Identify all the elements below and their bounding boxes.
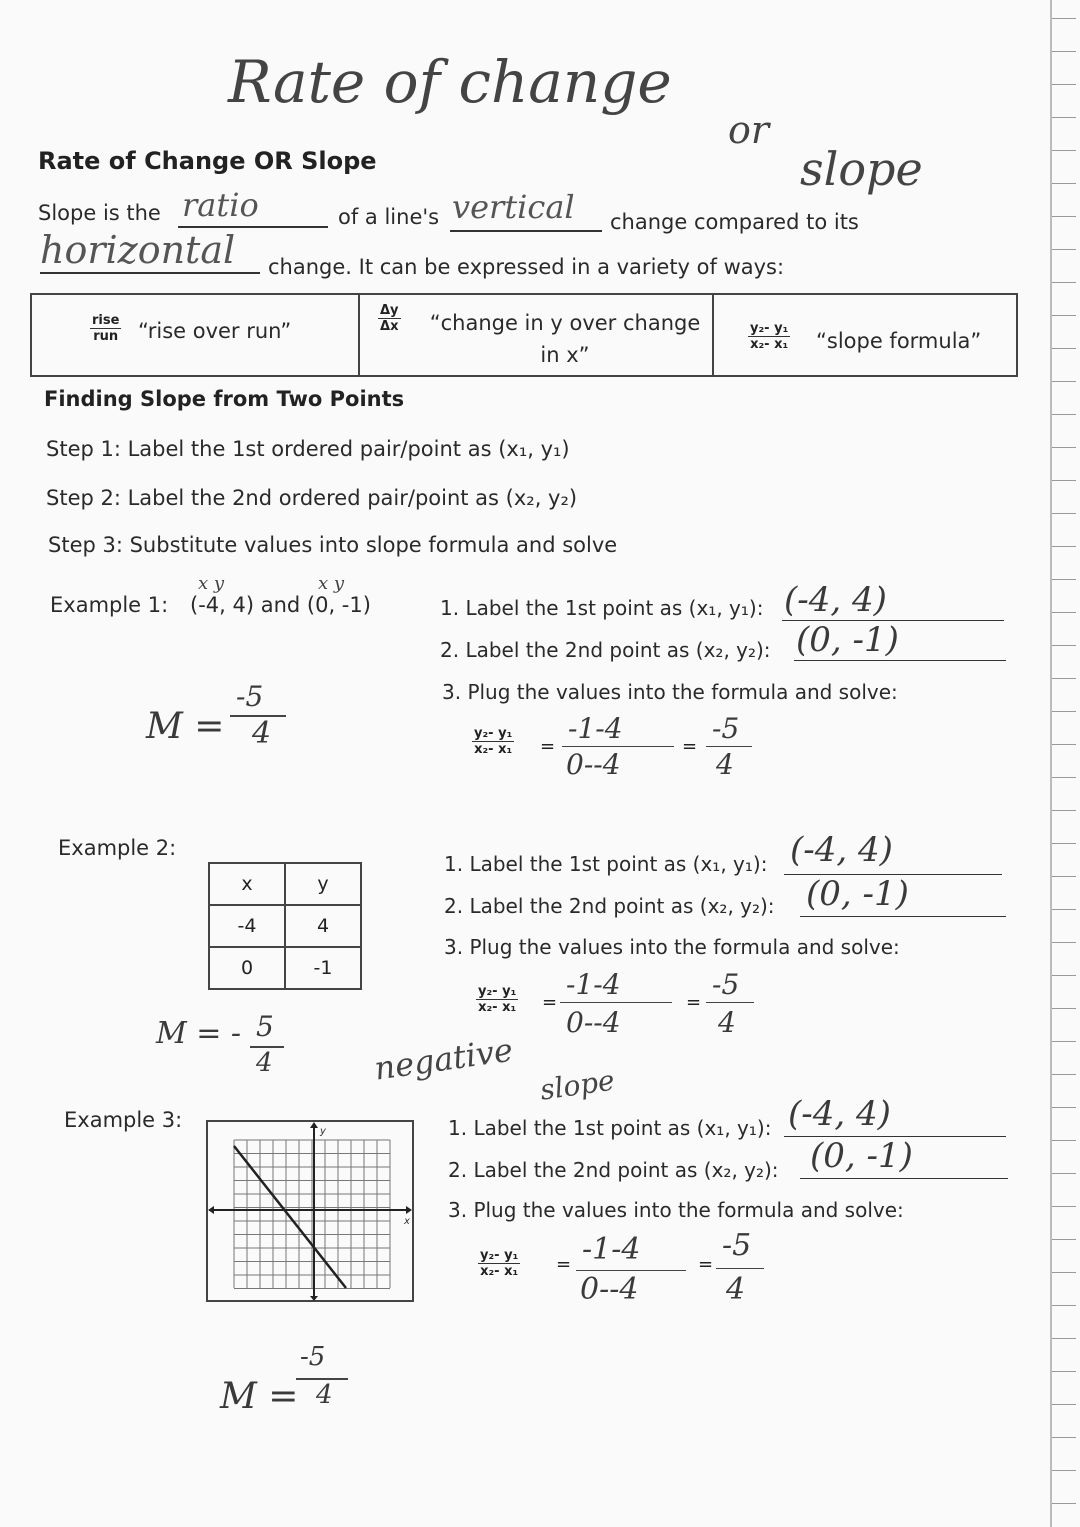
slope-ways-box: rise run “rise over run” $\frac{\Delta y}{\Delta x}$ “change in y over change in x” $\frac{\text{y₂- y₁}}{\text{x₂- x₁}}$ “slope formula” bbox=[30, 293, 1018, 377]
example1-sub-den: 0--4 bbox=[566, 748, 621, 781]
note-slope: slope bbox=[538, 1063, 617, 1107]
example1-step2: 2. Label the 2nd point as (x₂, y₂): bbox=[440, 638, 771, 662]
table-cell: 0 bbox=[209, 947, 285, 989]
example1-step1: 1. Label the 1st point as (x₁, y₁): bbox=[440, 596, 764, 620]
example3-answer1: (-4, 4) bbox=[788, 1094, 891, 1134]
example2-m-label: M = - bbox=[156, 1016, 242, 1051]
example2-sub-num: -1-4 bbox=[566, 968, 621, 1001]
example3-m-den: 4 bbox=[316, 1380, 333, 1410]
example3-m-num: -5 bbox=[300, 1342, 326, 1372]
example3-step2: 2. Label the 2nd point as (x₂, y₂): bbox=[448, 1158, 779, 1182]
example1-answer1: (-4, 4) bbox=[784, 580, 887, 620]
example3-sub-den: 0--4 bbox=[580, 1272, 639, 1307]
handwritten-slope: slope bbox=[800, 142, 923, 196]
example1-points: (-4, 4) and (0, -1) bbox=[190, 593, 371, 617]
example1-m-den: 4 bbox=[252, 716, 272, 751]
example3-answer2: (0, -1) bbox=[810, 1136, 913, 1176]
step-3: Step 3: Substitute values into slope formula and solve bbox=[48, 533, 618, 557]
example2-formula: $\frac{\text{y₂- y₁}}{\text{x₂- x₁}}$ bbox=[478, 984, 517, 1015]
example3-step1: 1. Label the 1st point as (x₁, y₁): bbox=[448, 1116, 772, 1140]
finding-title: Finding Slope from Two Points bbox=[44, 387, 405, 411]
example2-label: Example 2: bbox=[58, 836, 177, 860]
example1-sub-num: -1-4 bbox=[568, 712, 623, 745]
blank-horizontal: horizontal bbox=[40, 228, 236, 272]
note-negative: negative bbox=[372, 1030, 516, 1088]
example2-m-den: 4 bbox=[256, 1048, 273, 1078]
example3-label: Example 3: bbox=[64, 1108, 183, 1132]
example3-step3: 3. Plug the values into the formula and solve: bbox=[448, 1198, 904, 1222]
example1-label: Example 1: bbox=[50, 593, 169, 617]
handwritten-or: or bbox=[728, 108, 770, 152]
blank-ratio: ratio bbox=[182, 186, 259, 224]
example1-answer2: (0, -1) bbox=[796, 620, 899, 660]
blank-vertical: vertical bbox=[452, 188, 575, 226]
example3-m-label: M = bbox=[220, 1376, 299, 1417]
notebook-edge bbox=[1050, 0, 1052, 1527]
example2-m-num: 5 bbox=[256, 1010, 274, 1043]
example2-step2: 2. Label the 2nd point as (x₂, y₂): bbox=[444, 894, 775, 918]
step-2: Step 2: Label the 2nd ordered pair/point as (x₂, y₂) bbox=[46, 486, 578, 510]
table-row bbox=[209, 905, 361, 947]
example3-graph bbox=[206, 1120, 414, 1302]
example1-xy-note-1: x y bbox=[198, 573, 225, 594]
example3-result-num: -5 bbox=[722, 1228, 752, 1263]
section-title: Rate of Change OR Slope bbox=[38, 147, 377, 175]
table-row bbox=[209, 947, 361, 989]
definition-text-2: of a line's bbox=[338, 205, 440, 229]
example2-step3: 3. Plug the values into the formula and solve: bbox=[444, 935, 900, 959]
example3-formula: $\frac{\text{y₂- y₁}}{\text{x₂- x₁}}$ bbox=[480, 1248, 519, 1279]
handwritten-title: Rate of change bbox=[228, 48, 672, 116]
example2-result-den: 4 bbox=[718, 1006, 736, 1039]
table-header-y: y bbox=[285, 863, 361, 905]
example1-m-label: M = bbox=[146, 706, 225, 747]
graph-y-label: y bbox=[320, 1126, 326, 1137]
table-cell: -4 bbox=[209, 905, 285, 947]
definition-text-1: Slope is the bbox=[38, 201, 161, 225]
example1-result-den: 4 bbox=[716, 748, 734, 781]
definition-text-3: change compared to its bbox=[610, 210, 859, 234]
table-cell: 4 bbox=[285, 905, 361, 947]
step-1: Step 1: Label the 1st ordered pair/point as (x₁, y₁) bbox=[46, 437, 570, 461]
example3-result-den: 4 bbox=[726, 1272, 746, 1307]
table-header-row bbox=[209, 863, 361, 905]
example1-result-num: -5 bbox=[712, 712, 740, 745]
example2-answer2: (0, -1) bbox=[806, 874, 909, 914]
definition-text-4: change. It can be expressed in a variety of ways: bbox=[268, 255, 785, 279]
example1-xy-note-2: x y bbox=[318, 573, 345, 594]
table-cell: -1 bbox=[285, 947, 361, 989]
example1-m-num: -5 bbox=[236, 680, 264, 713]
example3-sub-num: -1-4 bbox=[582, 1232, 641, 1267]
graph-x-label: x bbox=[404, 1216, 410, 1227]
example2-answer1: (-4, 4) bbox=[790, 830, 893, 870]
example2-step1: 1. Label the 1st point as (x₁, y₁): bbox=[444, 852, 768, 876]
example2-table bbox=[208, 862, 362, 990]
example2-sub-den: 0--4 bbox=[566, 1006, 621, 1039]
example2-result-num: -5 bbox=[712, 968, 740, 1001]
table-header-x: x bbox=[209, 863, 285, 905]
example1-formula: $\frac{\text{y₂- y₁}}{\text{x₂- x₁}}$ bbox=[474, 726, 513, 757]
example1-step3: 3. Plug the values into the formula and solve: bbox=[442, 680, 898, 704]
